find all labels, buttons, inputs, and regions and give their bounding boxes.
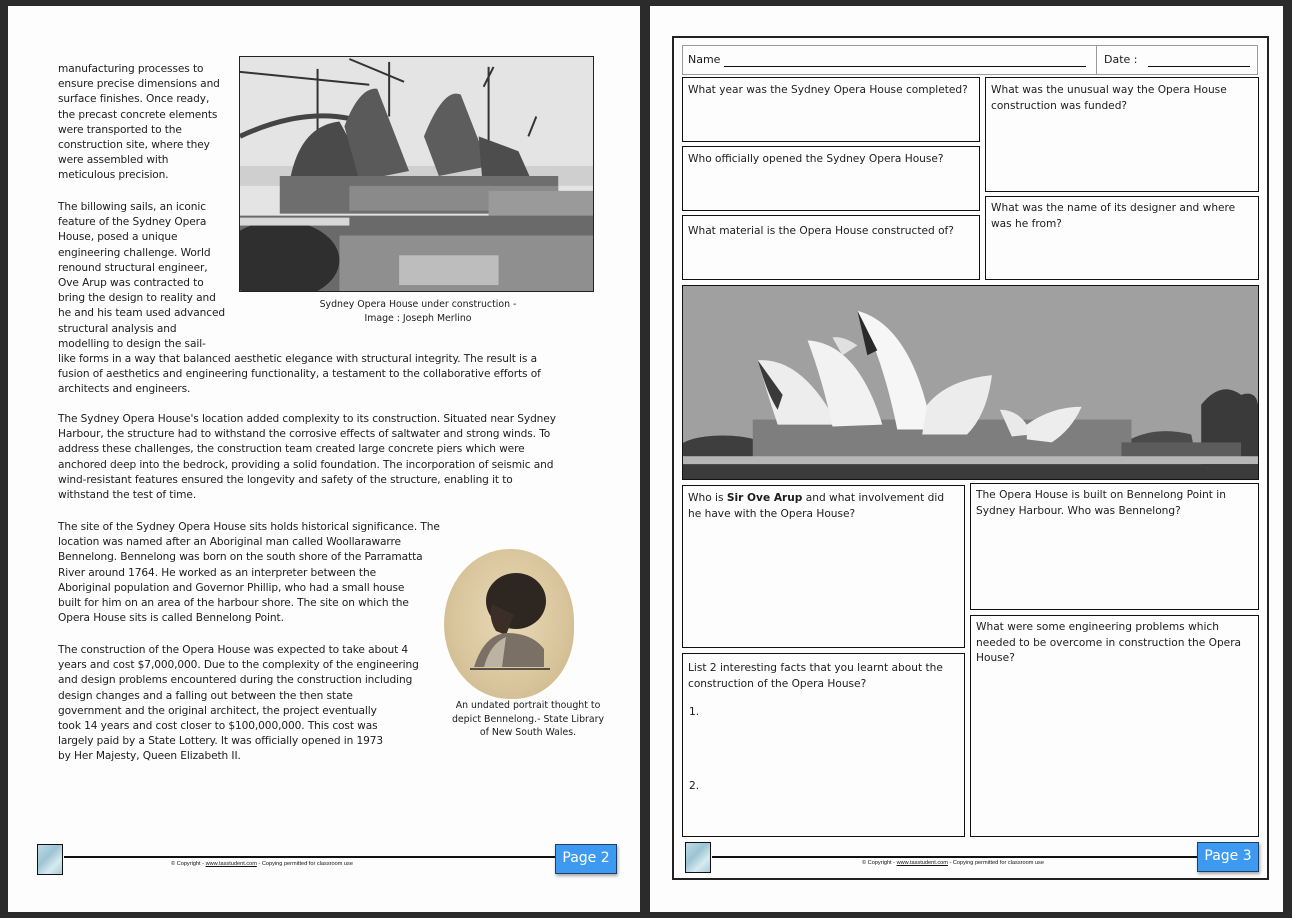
page-3 — [650, 6, 1283, 912]
text-line: withstand the test of time. — [58, 489, 197, 502]
caption-line: Image : Joseph Merlino — [364, 312, 472, 324]
paragraph-history — [58, 520, 458, 626]
text-line: address these challenges, the construction team created large concrete piers which were — [58, 443, 525, 456]
text-line: surface finishes. Once ready, — [58, 93, 210, 106]
text-line: took 14 years and cost closer to $100,000,000. This cost was — [58, 720, 378, 733]
footer-divider — [64, 856, 564, 858]
fact-1-label: 1. — [689, 706, 700, 718]
opera-house-construction-image — [240, 57, 593, 291]
question-box-opened-by[interactable] — [682, 146, 980, 211]
date-label: Date : — [1104, 53, 1138, 66]
text-line: The site of the Sydney Opera House sits holds historical significance. The — [58, 521, 440, 533]
text-line: anchored deep into the bedrock, providing a solid foundation. The incorporation of seismic and — [58, 458, 554, 471]
text-line: built for him on an area of the harbour shore. The site on which the — [58, 597, 409, 610]
text-line: he and his team used advanced — [58, 307, 225, 320]
text-line: were transported to the — [58, 123, 182, 136]
name-field[interactable] — [724, 66, 1086, 67]
caption-line: An undated portrait thought to — [455, 700, 601, 711]
tasstudent-logo-icon — [37, 844, 63, 875]
portrait-caption — [428, 699, 628, 740]
footer-copyright: © Copyright - www.tasstudent.com - Copying permitted for classroom use — [171, 861, 353, 867]
question-text: Who is Sir Ove Arup and what involvement did he have with the Opera House? — [688, 492, 945, 520]
bennelong-portrait — [444, 549, 574, 699]
text-line: years and cost $7,000,000. Due to the complexity of the engineering — [58, 659, 419, 672]
text-line: feature of the Sydney Opera — [58, 216, 207, 229]
opera-house-image — [683, 286, 1258, 479]
text-line: renound structural engineer, — [58, 261, 208, 274]
footer-copyright: © Copyright - www.tasstudent.com - Copying permitted for classroom use — [862, 860, 1044, 866]
question-text: What was the name of its designer and where was he from? — [991, 202, 1236, 230]
question-box-two-facts[interactable] — [682, 653, 965, 837]
text-line: Bennelong. Bennelong was born on the south shore of the Parramatta — [58, 551, 423, 564]
question-text: What were some engineering problems which needed to be overcome in construction the Opera House? — [976, 621, 1242, 665]
text-line: Harbour, the structure had to withstand the corrosive effects of saltwater and strong winds. To — [58, 428, 551, 441]
question-box-year-completed[interactable] — [682, 77, 980, 142]
text-line: River around 1764. He worked as an interpreter between the — [58, 566, 377, 579]
text-line: by Her Majesty, Queen Elizabeth II. — [58, 750, 241, 763]
footer-divider — [712, 856, 1202, 858]
text-line: construction site, where they — [58, 139, 210, 152]
text-line: were assembled with — [58, 154, 169, 167]
namebar-divider — [1096, 46, 1097, 74]
text-line: largely paid by a State Lottery. It was officially opened in 1973 — [58, 735, 384, 748]
name-date-bar — [682, 45, 1258, 75]
paragraph-location — [58, 412, 628, 503]
paragraph-sails — [58, 200, 238, 352]
text-line: fusion of aesthetics and engineering functionality, a testament to the collaborative efforts of — [58, 368, 541, 381]
text-line: modelling to design the sail- — [58, 337, 206, 350]
question-text: Who officially opened the Sydney Opera House? — [688, 153, 944, 165]
question-text: List 2 interesting facts that you learnt about the construction of the Opera House? — [688, 662, 943, 690]
caption-line: Sydney Opera House under construction - — [319, 299, 517, 310]
text-line: The billowing sails, an iconic — [58, 201, 206, 213]
page-number-badge: Page 2 — [555, 844, 617, 874]
text-line: House, posed a unique — [58, 231, 178, 244]
caption-line: depict Bennelong.- State Library — [451, 713, 605, 725]
question-box-funding[interactable] — [985, 77, 1259, 192]
opera-house-photo — [682, 285, 1259, 480]
question-box-engineering-problems[interactable] — [970, 615, 1259, 837]
paragraph-cost — [58, 643, 448, 765]
text-line: like forms in a way that balanced aesthetic elegance with structural integrity. The result is a — [58, 353, 537, 365]
question-text: The Opera House is built on Bennelong Point in Sydney Harbour. Who was Bennelong? — [976, 489, 1226, 517]
text-line: engineering challenge. World — [58, 246, 211, 259]
bennelong-portrait-image — [444, 549, 574, 699]
fact-2-label: 2. — [689, 780, 700, 792]
page-number-badge: Page 3 — [1197, 842, 1259, 872]
question-box-bennelong[interactable] — [970, 483, 1259, 610]
date-field[interactable] — [1148, 66, 1250, 67]
text-line: meticulous precision. — [58, 169, 169, 182]
question-box-material[interactable] — [682, 215, 980, 280]
text-line: architects and engineers. — [58, 383, 191, 396]
caption-line: of New South Wales. — [479, 727, 577, 738]
question-text: What material is the Opera House constructed of? — [688, 225, 954, 237]
footer-link[interactable]: www.tasstudent.com — [205, 861, 257, 867]
footer-link[interactable]: www.tasstudent.com — [896, 860, 948, 866]
text-line: design changes and a falling out between the then state — [58, 689, 353, 702]
page-2 — [8, 6, 640, 912]
question-box-ove-arup[interactable] — [682, 485, 965, 648]
text-line: Opera House sits is called Bennelong Point. — [58, 612, 284, 625]
text-line: ensure precise dimensions and — [58, 78, 220, 91]
tasstudent-logo-icon — [685, 842, 711, 873]
text-line: wind-resistant features ensured the longevity and safety of the structure, enabling it to — [58, 473, 513, 486]
question-text: What was the unusual way the Opera House construction was funded? — [991, 84, 1227, 112]
question-text: What year was the Sydney Opera House completed? — [688, 84, 968, 96]
text-line: government and the original architect, the project eventually — [58, 704, 377, 717]
text-line: Aboriginal population and Governor Phillip, who had a small house — [58, 581, 405, 594]
construction-photo-caption — [298, 298, 538, 325]
text-line: the precast concrete elements — [58, 108, 218, 121]
text-line: Ove Arup was contracted to — [58, 277, 204, 290]
text-line: and design problems encountered during the construction including — [58, 674, 413, 687]
construction-photo — [239, 56, 594, 292]
text-line: structural analysis and — [58, 322, 177, 335]
question-box-designer[interactable] — [985, 196, 1259, 280]
paragraph-sails-continued — [58, 352, 618, 398]
text-line: manufacturing processes to — [58, 63, 204, 75]
text-line: The Sydney Opera House's location added complexity to its construction. Situated near Sydney — [58, 413, 556, 425]
text-line: location was named after an Aboriginal man called Woollarawarre — [58, 536, 401, 549]
text-line: The construction of the Opera House was expected to take about 4 — [58, 644, 409, 656]
name-label: Name — [688, 53, 721, 66]
paragraph-precast — [58, 62, 238, 184]
text-line: bring the design to reality and — [58, 292, 216, 305]
ove-arup-name: Sir Ove Arup — [726, 492, 803, 504]
